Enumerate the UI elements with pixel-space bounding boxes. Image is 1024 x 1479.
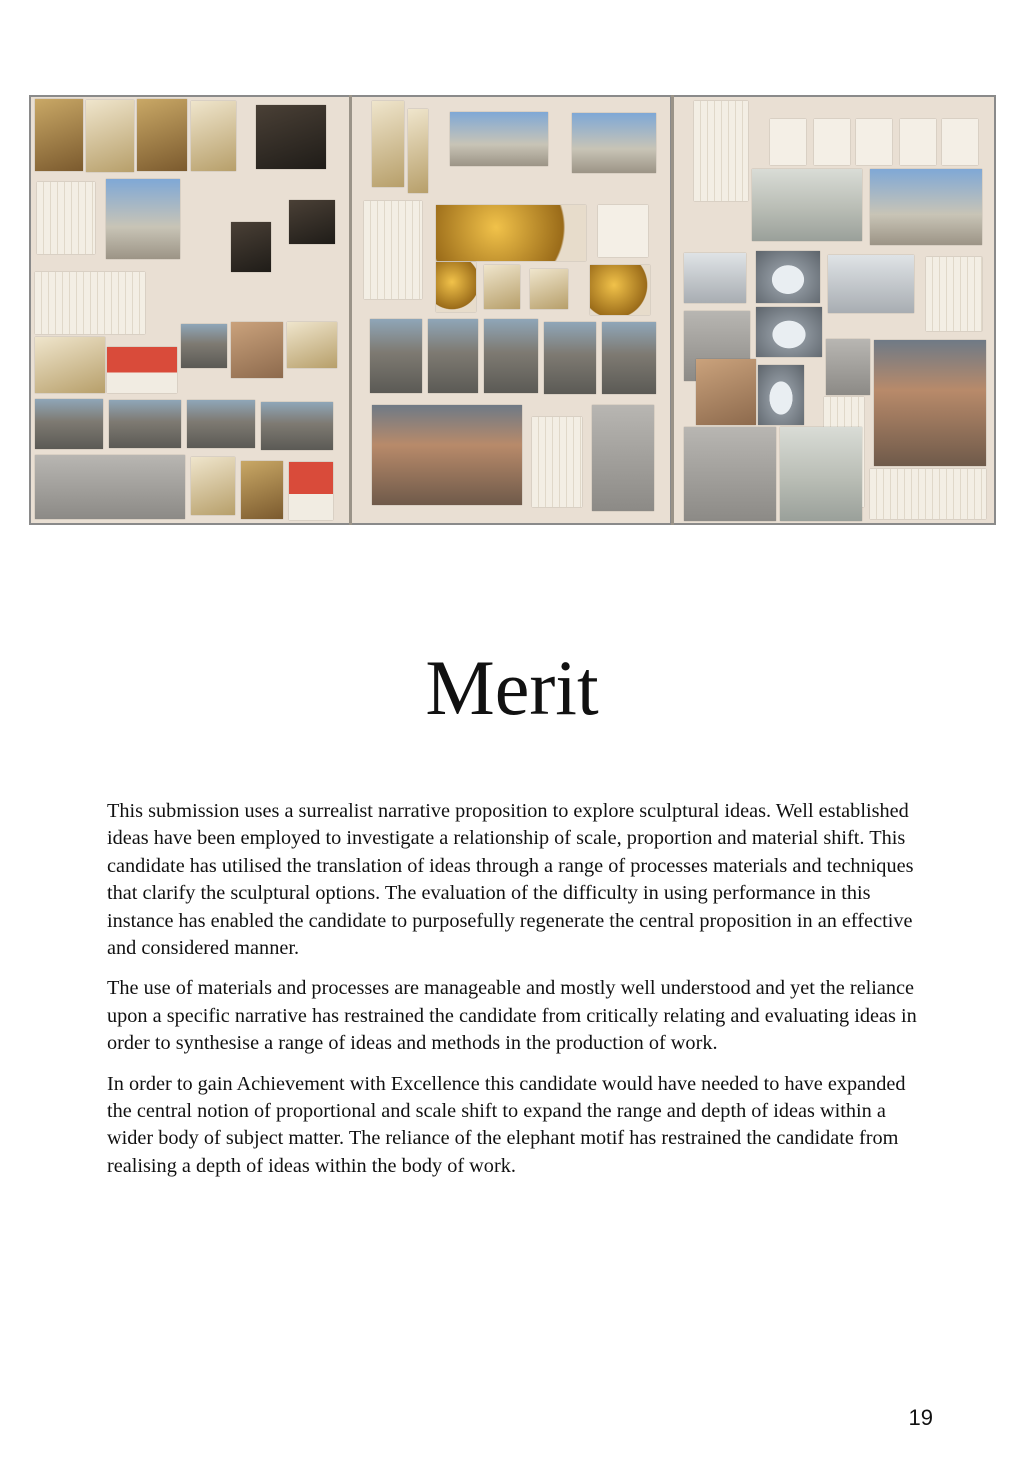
collage-photo	[770, 119, 806, 165]
collage-photo	[544, 322, 596, 394]
collage-photo	[106, 179, 180, 259]
collage-photo	[231, 322, 283, 378]
collage-photo	[289, 462, 333, 520]
collage-photo	[592, 405, 654, 511]
collage-photo	[408, 109, 428, 193]
assessment-text	[107, 798, 922, 1193]
collage-photo	[181, 324, 227, 368]
collage-photo	[109, 400, 181, 448]
collage-photo	[780, 427, 862, 521]
collage-photo	[696, 359, 756, 425]
collage-photo	[187, 400, 255, 448]
collage-sketch	[694, 101, 748, 201]
collage-photo	[450, 112, 548, 166]
collage-photo	[684, 253, 746, 303]
collage-photo	[370, 319, 422, 393]
collage-photo	[191, 457, 235, 515]
collage-sketch	[926, 257, 982, 331]
collage-photo	[35, 455, 185, 519]
collage-sketch	[37, 182, 95, 254]
collage-photo	[35, 337, 105, 393]
collage-photo	[684, 427, 776, 521]
collage-sketch	[870, 469, 986, 519]
collage-photo	[874, 340, 986, 466]
collage-photo	[870, 169, 982, 245]
collage-photo	[372, 101, 404, 187]
board-panel-left	[31, 97, 349, 523]
collage-photo	[261, 402, 333, 450]
collage-photo	[436, 205, 586, 261]
collage-photo	[484, 265, 520, 309]
collage-photo	[484, 319, 538, 393]
page-heading: Merit	[425, 644, 599, 731]
collage-photo	[436, 262, 476, 312]
collage-photo	[900, 119, 936, 165]
page-number: 19	[908, 1405, 933, 1430]
collage-photo	[231, 222, 271, 272]
collage-photo	[756, 307, 822, 357]
collage-photo	[191, 101, 236, 171]
collage-photo	[572, 113, 656, 173]
collage-photo	[598, 205, 648, 257]
board-panel-right	[674, 97, 994, 523]
paragraph: In order to gain Achievement with Excellence this candidate would have needed to have expanded the central notion of proportional and scale shift to expand the range and depth of ideas within a wider body of subject matter. The reliance of the elephant motif has restrained the candidate from realising a depth of ideas within the body of work.	[107, 1072, 906, 1177]
collage-photo	[602, 322, 656, 394]
paragraph: This submission uses a surrealist narrative proposition to explore sculptural ideas. Well established ideas have been employed to investigate a relationship of scale, proportion and material shift. This candidate has utilised the translation of ideas through a range of processes materials and techniques that clarify the sculptural options. The evaluation of the difficulty in using performance in this instance has enabled the candidate to purposefully regenerate the central proposition in an effective and considered manner.	[107, 800, 914, 960]
collage-photo	[35, 99, 83, 171]
collage-photo	[814, 119, 850, 165]
board-panel-middle	[352, 97, 670, 523]
collage-photo	[590, 265, 650, 315]
collage-photo	[372, 405, 522, 505]
collage-photo	[942, 119, 978, 165]
portfolio-board-photo	[29, 95, 996, 525]
collage-photo	[856, 119, 892, 165]
collage-photo-van	[107, 347, 177, 393]
collage-photo	[756, 251, 820, 303]
collage-photo	[758, 365, 804, 425]
collage-photo	[137, 99, 187, 171]
collage-photo	[241, 461, 283, 519]
collage-sketch	[532, 417, 582, 507]
collage-photo	[289, 200, 335, 244]
collage-photo	[826, 339, 870, 395]
collage-photo	[752, 169, 862, 241]
collage-photo	[287, 322, 337, 368]
collage-photo	[530, 269, 568, 309]
paragraph: The use of materials and processes are manageable and mostly well understood and yet the reliance upon a specific narrative has restrained the candidate from critically relating and evaluating ideas in order to synthesise a range of ideas and methods in the production of work.	[107, 977, 917, 1055]
collage-sketch	[35, 272, 145, 334]
collage-photo	[256, 105, 326, 169]
collage-photo	[828, 255, 914, 313]
collage-photo	[86, 100, 134, 172]
collage-sketch	[364, 201, 422, 299]
collage-photo	[428, 319, 478, 393]
collage-photo	[35, 399, 103, 449]
